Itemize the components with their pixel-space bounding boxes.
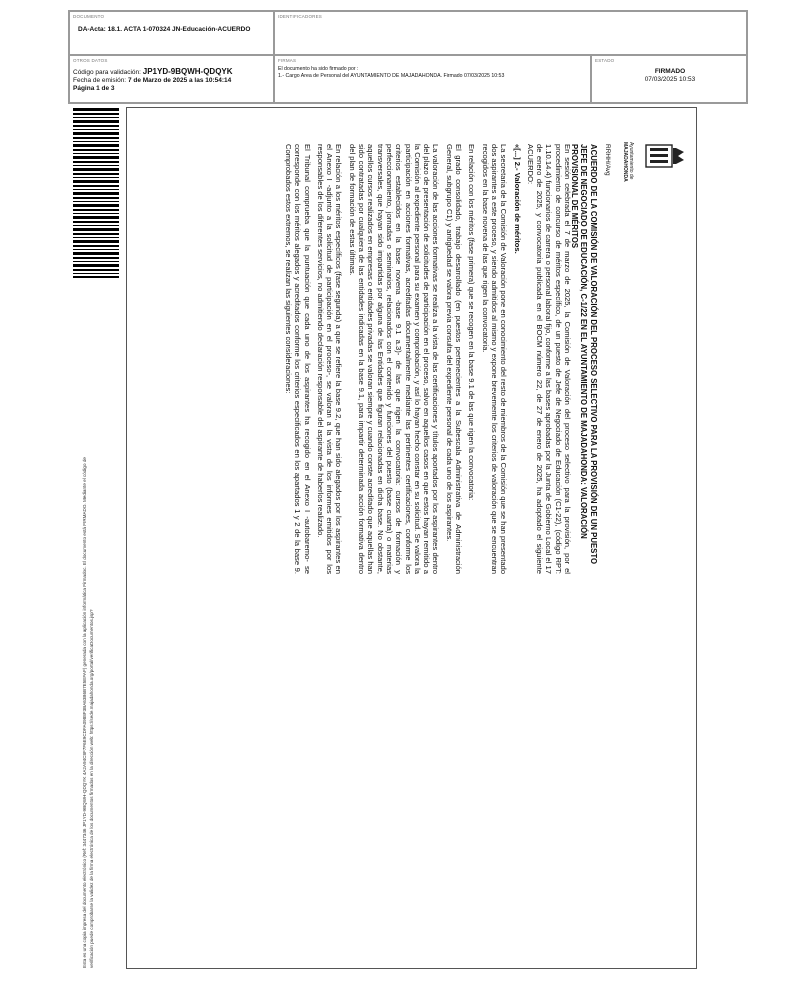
firmas-label: FIRMAS [278, 58, 297, 63]
paragraph-7: El Tribunal comprueba que la puntuación que cada uno de los aspirantes ha recogido en el Anexo I -autobaremo- se corresponde con los méritos alegados y acreditados conforme los criterios especificados en los apartados 1 y 2 de la base 9. Comprobados estos extremos, se realizan las siguientes consideraciones: [283, 144, 312, 574]
paragraph-1: En sesión celebrada el 7 de marzo de 2025, la Comisión de Valoración del proceso selectivo para la provisión, por el procedimiento de concurso de méritos específico, de un puesto de Jefe de Negociado de Educación (C1-22), (código RPT: 1.10.14.4) funcionarios de carrera o personal laboral fijo, conforme a las bases aprobadas por la Junta de Gobierno Local el 17 de enero de 2025, y convocatoria publicada en el BOCM número 22, de 27 de enero de 2025, ha adoptado el siguiente ACUERDO: [525, 144, 572, 574]
documento-cell [69, 11, 274, 55]
logo-text [622, 142, 634, 182]
firmas-line2: 1.- Cargo Area de Personal del AYUNTAMIENTO DE MAJADAHONDA. Firmado 07/03/2025 10:53 [278, 73, 505, 79]
identificadores-cell [274, 11, 747, 55]
document-page [126, 107, 697, 969]
barcode [73, 108, 119, 278]
identificadores-label: IDENTIFICADORES [278, 14, 323, 19]
sidenote-line2: verificación puede comprobarse la validez de la firma electrónica de los documentos firmados en la dirección web: https://sede.majadahonda.org/portal/verificaDocumentos.jsp? [89, 609, 94, 968]
documento-label: DOCUMENTO [73, 14, 105, 19]
document-content [138, 112, 697, 962]
fecha-label: Fecha de emisión: [73, 77, 127, 84]
document-header [68, 10, 748, 104]
paragraph-6: En relación a los méritos específicos (fase segunda) a que se refiere la base 9.2, que han sido alegados por los aspirantes en el Anexo I -adjunto a la solicitud de participación en el proceso-, se valoran a la vista de los informes emitidos por los responsables de los diferentes servicios, no admitiendo declaración responsable del aspirante de haberlos realizado. [315, 144, 344, 574]
document-reference: RRHH/Avg [604, 144, 611, 176]
logo-line2: MAJADAHONDA [622, 142, 628, 182]
otros-datos-cell [69, 55, 274, 103]
document-title: ACUERDO DE LA COMISIÓN DE VALORACIÓN DEL PROCESO SELECTIVO PARA LA PROVISIÓN DE UN PUESTO JEFE DE NEGOCIADO DE EDUCACIÓN, C-1/22 EN EL AYUNTAMIENTO DE MAJADAHONDA: VALORACIÓN PROVISIONAL DE MÉRITOS [570, 144, 598, 565]
paragraph-5: La valoración de las acciones formativas se realiza a la vista de las certificaciones y títulos aportados por los aspirantes dentro del plazo de presentación de solicitudes de participación en el proceso, salvo en aquellos casos en que estos hayan remitido a la Comisión al expediente personal para su examen y comprobación, y así lo hayan hecho constar en su solicitud. Se valora la participación en acciones formativas, acreditadas documentalmente mediante las pertinentes certificaciones, conforme los criterios establecidos en la base novena -base 9.1 a.3)- de las que rigen la convocatoria: cursos de formación y perfeccionamiento, jornadas o seminarios, relacionados con el contenido y funciones del puesto (base cuarta) o materias transversales, que hayan sido impartidas por alguna de las Entidades que figuran relacionadas en dicha base. No obstante, aquellos cursos realizados en empresas o entidades privadas se valoran siempre y cuando conste acreditado que aquellas han sido contratadas por cualquiera de las entidades indicadas en la base 9.1, para impartir determinada acción formativa dentro del plan de formación de estas últimas. [347, 144, 441, 574]
document-body [280, 144, 572, 574]
fecha-value: 7 de Marzo de 2025 a las 10:54:14 [127, 77, 232, 84]
estado-value: FIRMADO [654, 68, 686, 75]
codigo-value[interactable]: JP1YD-9BQWH-QDQYK [142, 67, 233, 76]
pagina-indicator: Página 1 de 3 [73, 85, 115, 92]
sidenote-line1: Esta es una copia impresa del documento electrónico (Ref: 3447346 JP1YD-9BQWH-QDQYK 4A2A94C8F7F6E9CDFA0988F3BA63B6B7E5EFAF) generada con la aplicación informática Firmadoc. El documento está FIRMADO. Mediante el código de [82, 457, 87, 968]
estado-cell [591, 55, 747, 103]
paragraph-2: La secretaria de la Comisión de Valoración pone en conocimiento del resto de miembros de la Comisión que se han presentado dos aspirantes a este proceso, y siendo admitidos al mismo y expone brevemente los criterios de valoración que se encuentran recogidos en la base novena de las que rigen la convocatoria. [480, 144, 509, 574]
codigo-validacion [73, 68, 233, 77]
fecha-emision [73, 77, 231, 85]
firmas-cell [274, 55, 591, 103]
paragraph-4: El grado consolidado, trabajo desarrollado (en puestos pertenecientes a la Subescala Administrativa de Administración General, subgrupo C1) y antigüedad se valora previa consulta del expediente personal de cada uno de los aspirantes. [444, 144, 464, 574]
codigo-label: Código para validación: [73, 69, 141, 76]
coat-of-arms-logo [648, 112, 697, 172]
section-subtitle: «[...] 2.- Valoración de méritos. [512, 144, 522, 254]
documento-value: DA-Acta: 18.1. ACTA 1-070324 JN-Educación-ACUERDO [78, 26, 251, 33]
estado-label: ESTADO [595, 58, 615, 63]
logo-line1: Ayuntamiento de [628, 142, 634, 180]
firmas-line1: El documento ha sido firmado por : [278, 66, 359, 72]
paragraph-3: En relación con los méritos (fase primera) que se recogen en la base 9.1 de las que rigen la convocatoria: [467, 144, 477, 501]
estado-date: 07/03/2025 10:53 [644, 76, 696, 83]
otros-datos-label: OTROS DATOS [73, 58, 108, 63]
